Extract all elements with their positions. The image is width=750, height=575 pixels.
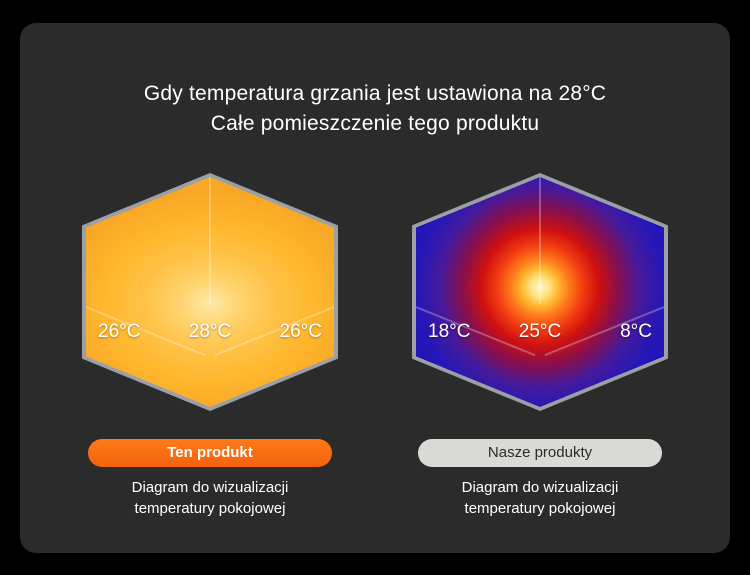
temperature-label-middle: 25°C (518, 321, 562, 342)
headline-line-2: Całe pomieszczenie tego produktu (210, 112, 540, 135)
temperature-label-middle: 28°C (188, 321, 232, 342)
temperature-label-right: 8°C (620, 321, 652, 342)
caption-this-product (60, 477, 360, 519)
content-panel (20, 23, 730, 553)
hex-interior (416, 177, 664, 407)
corner-edge-vertical (539, 177, 541, 304)
temperature-label-left: 26°C (98, 321, 141, 342)
badge-this-product: Ten produkt (88, 439, 332, 467)
badge-our-products: Nasze produkty (418, 439, 662, 467)
panel-this-product (60, 173, 360, 517)
temperature-label-right: 26°C (279, 321, 322, 342)
room-diagram-warm (82, 173, 338, 411)
headline-line-1: Gdy temperatura grzania jest ustawiona na 28°C (143, 82, 607, 105)
headline (20, 79, 730, 139)
hex-border (412, 173, 668, 411)
corner-edge-vertical (209, 177, 211, 304)
hex-interior (86, 177, 334, 407)
panel-our-products (390, 173, 690, 517)
temperature-label-left: 18°C (428, 321, 471, 342)
room-diagram-cold (412, 173, 668, 411)
caption-line-1: Diagram do wizualizacji (461, 479, 619, 496)
hex-border (82, 173, 338, 411)
caption-line-1: Diagram do wizualizacji (131, 479, 289, 496)
caption-line-2: temperatury pokojowej (134, 500, 286, 517)
caption-our-products (390, 477, 690, 519)
caption-line-2: temperatury pokojowej (464, 500, 616, 517)
